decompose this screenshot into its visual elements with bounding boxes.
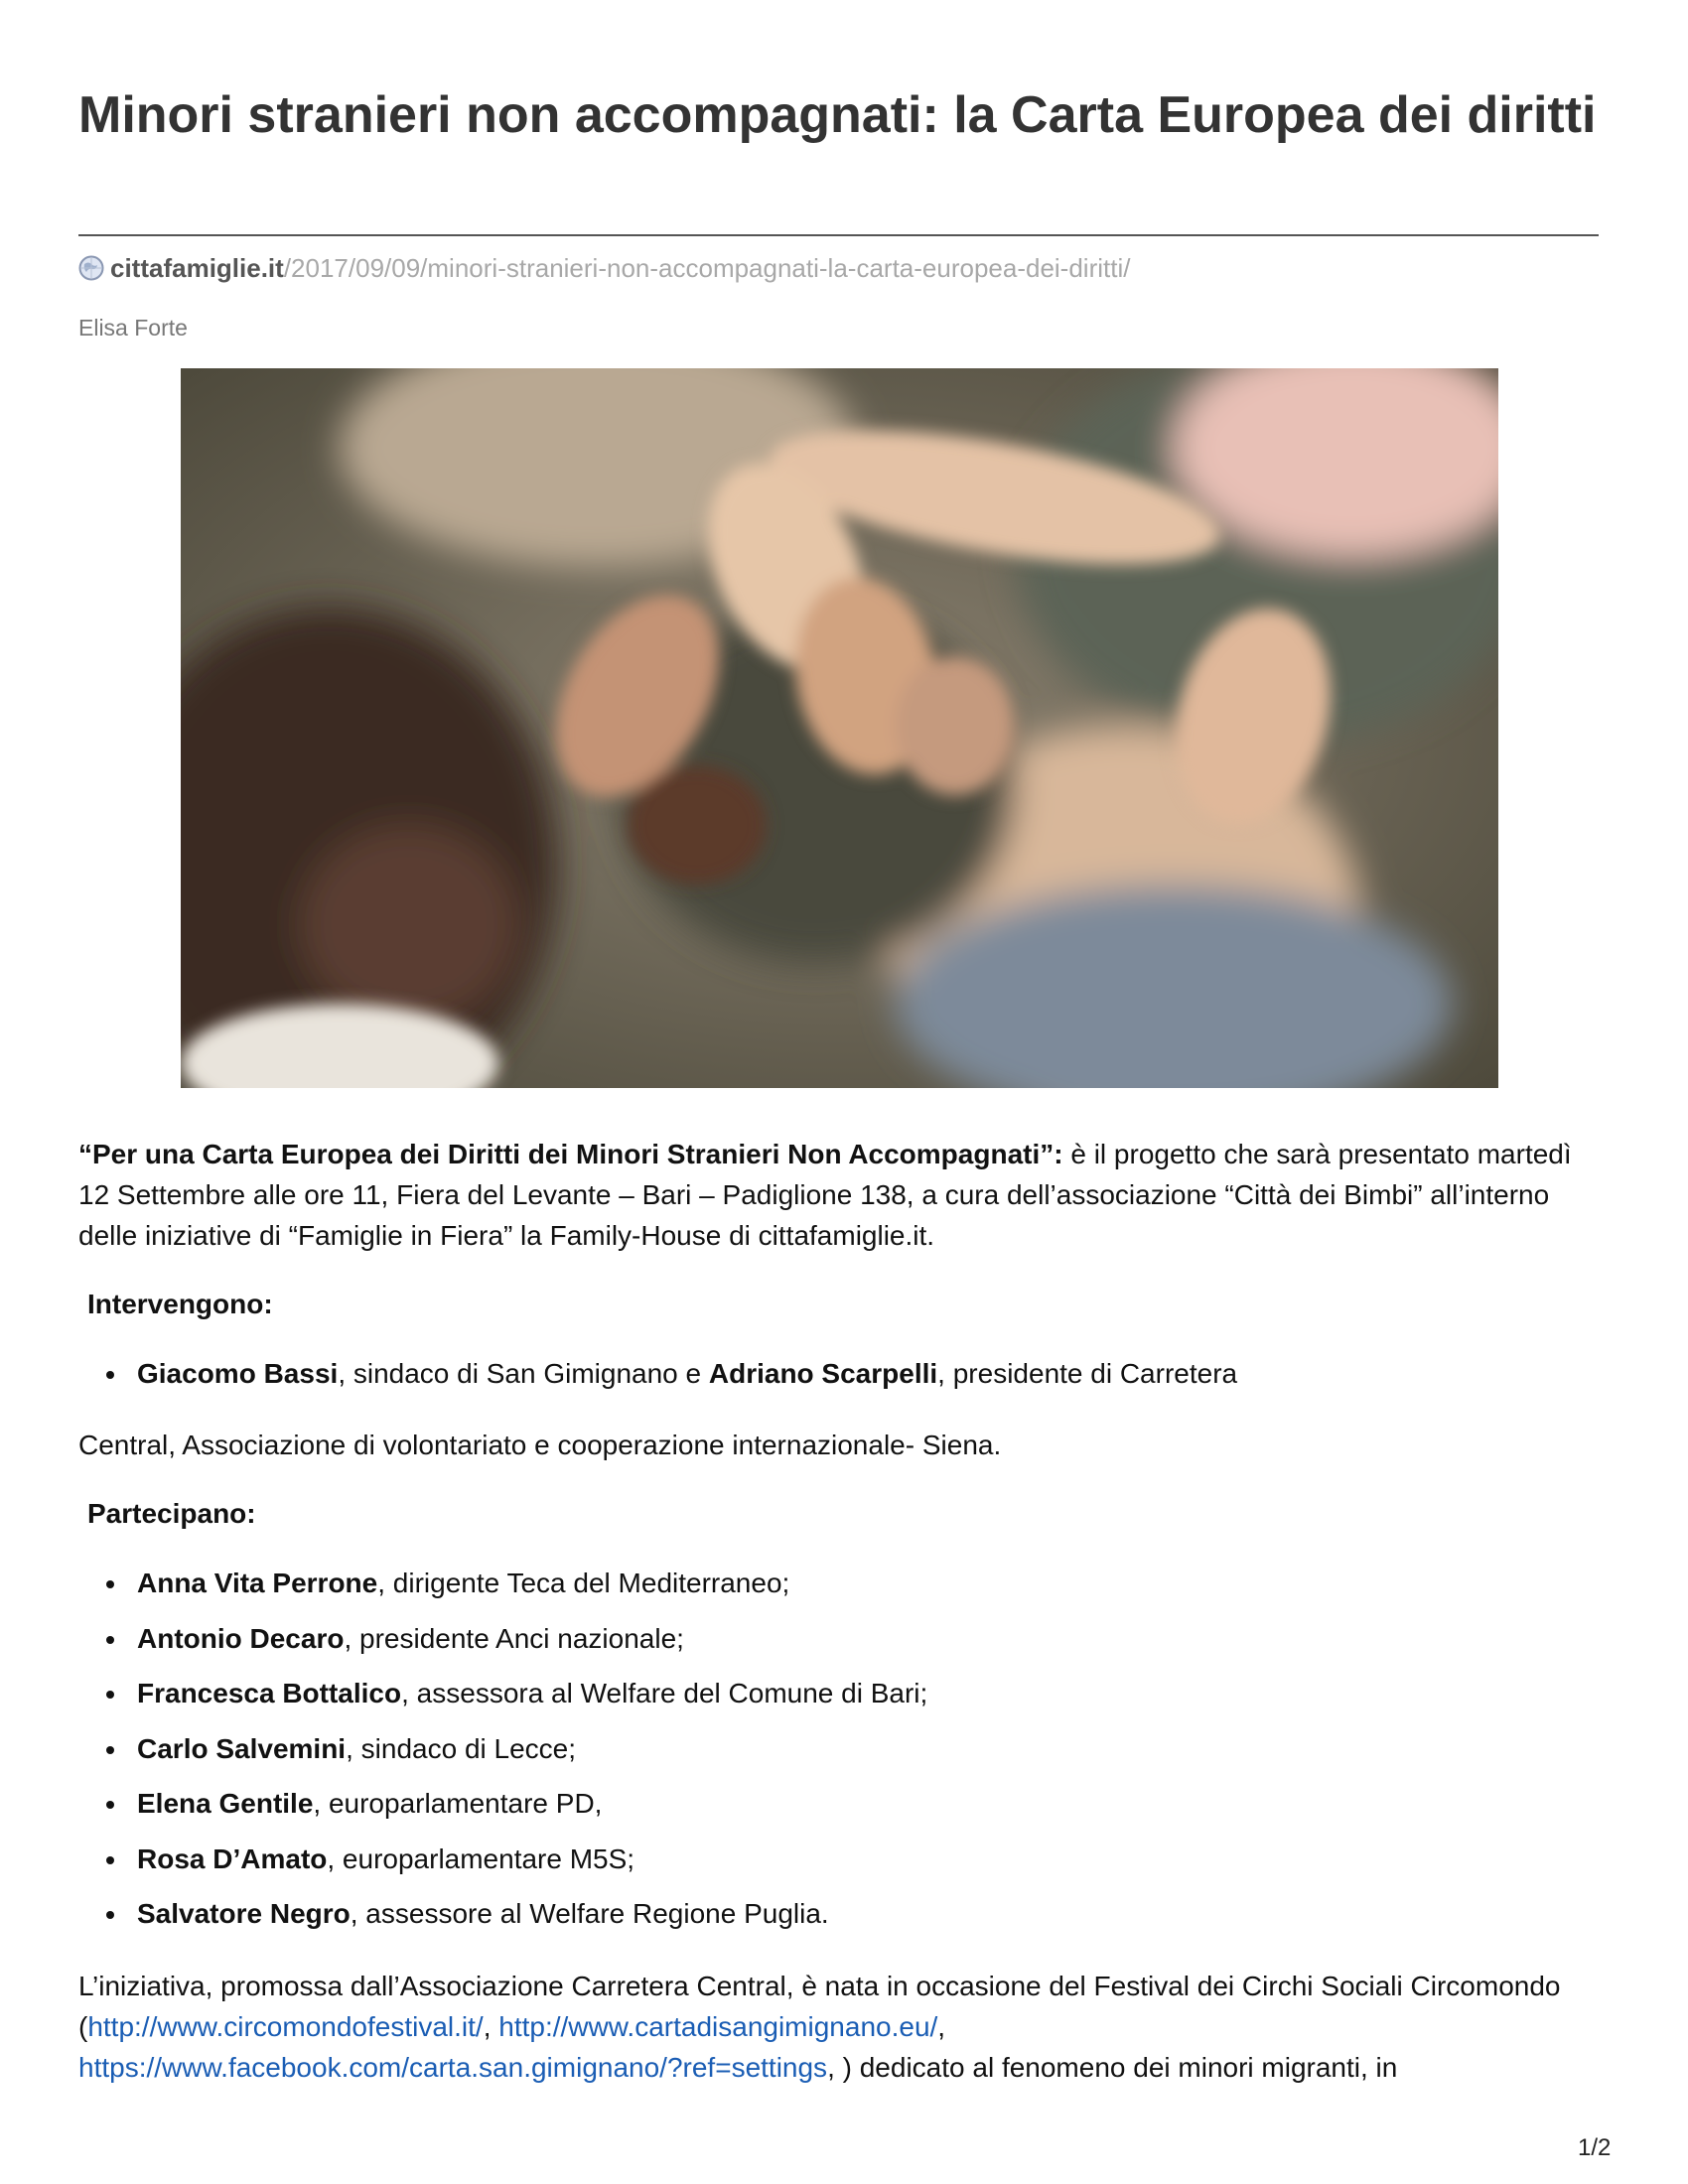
participant-role: , europarlamentare M5S; [327,1843,635,1874]
participant-role: , assessore al Welfare Regione Puglia. [350,1898,829,1929]
list-item [78,1564,1599,1603]
project-title: “Per una Carta Europea dei Diritti dei Minori Stranieri Non Accompagnati”: [78,1139,1063,1169]
cartadisangimignano-link[interactable]: http://www.cartadisangimignano.eu/ [498,2011,938,2042]
article-photo [181,368,1498,1088]
list-item [78,1894,1599,1934]
speaker-name: Adriano Scarpelli [708,1358,938,1389]
source-path[interactable]: /2017/09/09/minori-stranieri-non-accompagnati-la-carta-europea-dei-diritti/ [283,253,1131,283]
speaker-role: , presidente di Carretera [937,1358,1238,1389]
speaker-role: , sindaco di San Gimignano e [338,1358,709,1389]
page-number: 1/2 [1578,2134,1612,2161]
circomondo-link[interactable]: http://www.circomondofestival.it/ [87,2011,484,2042]
title-divider [78,234,1599,236]
intro-paragraph [78,1134,1599,1256]
author-name: Elisa Forte [78,315,188,341]
participant-role: , europarlamentare PD, [313,1788,603,1819]
list-item [78,1729,1599,1769]
globe-icon [78,254,104,280]
participant-name: Rosa D’Amato [137,1843,328,1874]
participant-name: Antonio Decaro [137,1622,345,1654]
partecipano-label: Partecipano: [87,1498,256,1529]
source-line [78,250,1599,286]
intervengono-label: Intervengono: [87,1289,273,1319]
separator: , [937,2011,946,2042]
participant-role: , assessora al Welfare del Comune di Bari; [401,1678,928,1708]
closing-text: L’iniziativa, promossa dall’Associazione Carretera Central, è nata in occasione del Festival dei Circhi Sociali Circomondo ( [78,1971,1561,2042]
participant-name: Carlo Salvemini [137,1732,347,1764]
source-site[interactable]: cittafamiglie.it [110,253,284,283]
article-title: Minori stranieri non accompagnati: la Carta Europea dei diritti [78,86,1597,144]
intervengono-list [78,1354,1599,1394]
list-item [78,1619,1599,1659]
participant-name: Anna Vita Perrone [137,1568,378,1598]
speaker-name: Giacomo Bassi [137,1358,339,1389]
participant-role: , dirigente Teca del Mediterraneo; [377,1568,790,1598]
closing-paragraph [78,1966,1599,2088]
list-item [78,1840,1599,1879]
participant-name: Elena Gentile [137,1788,314,1819]
list-item [78,1674,1599,1713]
participant-name: Salvatore Negro [137,1898,351,1929]
participant-role: , sindaco di Lecce; [346,1732,577,1764]
list-item [78,1784,1599,1824]
list-item [78,1354,1599,1394]
facebook-link[interactable]: https://www.facebook.com/carta.san.gimignano/?ref=settings [78,2052,828,2083]
closing-text: , ) dedicato al fenomeno dei minori migranti, in [827,2052,1398,2083]
intro-text: è il progetto che sarà presentato martedì 12 Settembre alle ore 11, Fiera del Levante – Bari – Padiglione 138, a cura dell’associazione “Città dei Bimbi” all’interno delle iniziative di “Famiglie in Fiera” la Family-House di cittafamiglie.it. [78,1139,1572,1251]
participant-role: , presidente Anci nazionale; [344,1622,684,1654]
separator: , [483,2011,499,2042]
intervengono-continuation: Central, Associazione di volontariato e cooperazione internazionale- Siena. [78,1430,1002,1460]
partecipano-list [78,1564,1599,1950]
participant-name: Francesca Bottalico [137,1678,402,1708]
